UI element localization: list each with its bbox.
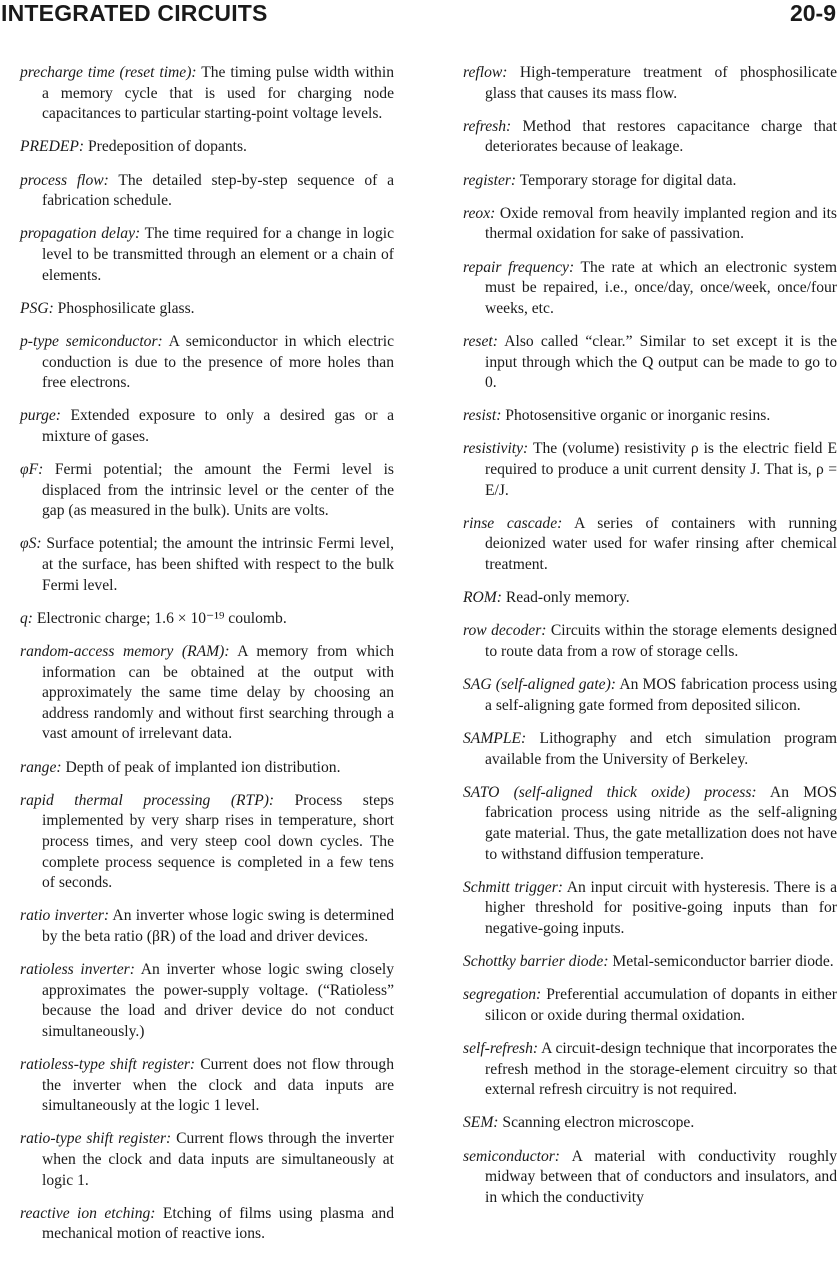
glossary-entry bbox=[463, 729, 837, 770]
glossary-entry bbox=[463, 63, 837, 104]
glossary-definition: A semiconductor in which electric conduction is due to the presence of more holes than free electrons. bbox=[42, 332, 394, 392]
glossary-entry bbox=[20, 63, 394, 125]
glossary-entry bbox=[20, 642, 394, 745]
glossary-term: purge: bbox=[20, 407, 61, 425]
glossary-definition: Also called “clear.” Similar to set except it is the input through which the Q output can be made to go to 0. bbox=[485, 332, 837, 392]
glossary-term: refresh: bbox=[463, 117, 512, 135]
glossary-term: Schottky barrier diode: bbox=[463, 953, 609, 971]
glossary-definition: A circuit-design technique that incorporates the refresh method in the storage-element circuitry so that external refresh circuitry is not required. bbox=[485, 1040, 837, 1099]
glossary-definition: Etching of films using plasma and mechanical motion of reactive ions. bbox=[42, 1204, 394, 1243]
glossary-entry bbox=[20, 406, 394, 447]
glossary-definition: Current does not flow through the inverter when the clock and data inputs are simultaneously at the logic 1 level. bbox=[42, 1056, 394, 1115]
glossary-term: ratio inverter: bbox=[20, 907, 110, 925]
glossary-definition: Process steps implemented by very sharp rises in temperature, short process times, and very steep cool down cycles. The complete process sequence is completed in a few tens of seconds. bbox=[42, 791, 394, 892]
glossary-term: SAMPLE: bbox=[463, 729, 527, 747]
glossary-term: PREDEP: bbox=[20, 138, 85, 156]
glossary-entry bbox=[463, 952, 837, 973]
glossary-definition: Read-only memory. bbox=[501, 589, 630, 607]
glossary-definition: Circuits within the storage elements designed to route data from a row of storage cells. bbox=[485, 622, 837, 660]
glossary-definition: The detailed step-by-step sequence of a fabrication schedule. bbox=[42, 171, 394, 210]
glossary-term: p-type semiconductor: bbox=[20, 332, 163, 350]
glossary-entry bbox=[20, 906, 394, 947]
glossary-definition: An inverter whose logic swing closely approximates the power-supply voltage. (“Ratioless” because the load and driver device do not conduct simultaneously.) bbox=[42, 961, 395, 1040]
glossary-term: reset: bbox=[463, 332, 498, 350]
glossary-entry bbox=[463, 514, 837, 576]
glossary-entry bbox=[20, 224, 394, 286]
glossary-entry bbox=[20, 758, 394, 779]
glossary-term: semiconductor: bbox=[463, 1147, 561, 1165]
glossary-entry bbox=[463, 258, 837, 320]
glossary-entry bbox=[463, 985, 837, 1026]
glossary-entry bbox=[463, 171, 837, 192]
glossary-term: self-refresh: bbox=[463, 1040, 539, 1058]
glossary-term: segregation: bbox=[463, 986, 542, 1004]
glossary-term: ROM: bbox=[463, 589, 502, 607]
glossary-definition: Extended exposure to only a desired gas or a mixture of gases. bbox=[42, 407, 394, 445]
glossary-term: ratio-type shift register: bbox=[20, 1130, 172, 1148]
glossary-term: reox: bbox=[463, 204, 496, 222]
glossary-term: reflow: bbox=[463, 64, 508, 81]
glossary-definition: An MOS fabrication process using a self-aligning gate formed from deposited silicon. bbox=[485, 676, 837, 714]
glossary-entry bbox=[20, 534, 394, 596]
glossary-definition: Electronic charge; 1.6 × 10⁻¹⁹ coulomb. bbox=[33, 609, 287, 627]
glossary-entry bbox=[20, 960, 394, 1042]
glossary-definition: High-temperature treatment of phosphosilicate glass that causes its mass flow. bbox=[485, 64, 837, 102]
glossary-definition: A material with conductivity roughly midway between that of conductors and insulators, and in which the conductivity bbox=[485, 1147, 837, 1206]
glossary-term: φF: bbox=[20, 461, 44, 479]
glossary-entry bbox=[463, 332, 837, 394]
glossary-term: φS: bbox=[20, 535, 42, 553]
glossary-term: random-access memory (RAM): bbox=[20, 643, 230, 660]
glossary-definition: An input circuit with hysteresis. There is a higher threshold for positive-going inputs than for negative-going inputs. bbox=[485, 878, 837, 937]
glossary-term: Schmitt trigger: bbox=[463, 878, 563, 896]
glossary-term: repair frequency: bbox=[463, 258, 575, 276]
glossary-entry bbox=[463, 406, 837, 427]
glossary-entry bbox=[20, 1055, 394, 1117]
glossary-term: register: bbox=[463, 171, 517, 189]
glossary-definition: Temporary storage for digital data. bbox=[516, 171, 737, 189]
glossary-entry bbox=[20, 137, 394, 158]
glossary-term: process flow: bbox=[20, 171, 109, 189]
glossary-definition: Preferential accumulation of dopants in either silicon or oxide during thermal oxidation. bbox=[485, 986, 837, 1024]
glossary-definition: An MOS fabrication process using nitride as the self-aligning gate material. Thus, the gate metallization does not have to withstand diffusion temperature. bbox=[485, 783, 837, 863]
glossary-entry bbox=[20, 791, 394, 894]
glossary-term: SEM: bbox=[463, 1114, 499, 1132]
glossary-entry bbox=[463, 1113, 837, 1134]
glossary-entry bbox=[463, 675, 837, 716]
glossary-definition: The timing pulse width within a memory cycle that is used for charging node capacitances to particular starting-point voltage levels. bbox=[42, 64, 394, 123]
glossary-term: SAG (self-aligned gate): bbox=[463, 676, 616, 694]
glossary-entry bbox=[20, 1204, 394, 1245]
glossary-definition: The rate at which an electronic system must be repaired, i.e., once/day, once/week, once/four weeks, etc. bbox=[485, 258, 837, 317]
glossary-definition: Predeposition of dopants. bbox=[84, 138, 247, 156]
glossary-entry bbox=[20, 1129, 394, 1191]
glossary-definition: Scanning electron microscope. bbox=[498, 1114, 695, 1132]
section-title: INTEGRATED CIRCUITS bbox=[1, 0, 268, 26]
glossary-definition: An inverter whose logic swing is determined by the beta ratio (βR) of the load and driver devices. bbox=[42, 907, 395, 945]
glossary-entry bbox=[463, 117, 837, 158]
glossary-term: PSG: bbox=[20, 299, 54, 317]
glossary-definition: Oxide removal from heavily implanted region and its thermal oxidation for sake of passivation. bbox=[485, 204, 837, 243]
glossary-term: SATO (self-aligned thick oxide) process: bbox=[463, 783, 757, 801]
glossary-term: ratioless inverter: bbox=[20, 961, 135, 979]
glossary-entry bbox=[463, 878, 837, 940]
glossary-entry bbox=[20, 460, 394, 522]
glossary-entry bbox=[463, 1039, 837, 1101]
glossary-entry bbox=[20, 332, 394, 394]
glossary-term: rinse cascade: bbox=[463, 514, 563, 532]
glossary-entry bbox=[463, 783, 837, 865]
glossary-entry bbox=[20, 609, 394, 630]
glossary-definition: Surface potential; the amount the intrinsic Fermi level, at the surface, has been shifted with respect to the bulk Fermi level. bbox=[41, 535, 394, 594]
glossary-entry bbox=[463, 204, 837, 245]
glossary-entry bbox=[20, 299, 394, 320]
glossary-definition: The time required for a change in logic level to be transmitted through an element or a chain of elements. bbox=[42, 225, 395, 284]
glossary-entry bbox=[463, 439, 837, 501]
glossary-term: rapid thermal processing (RTP): bbox=[20, 791, 275, 809]
glossary-definition: Lithography and etch simulation program available from the University of Berkeley. bbox=[485, 729, 837, 768]
glossary-term: ratioless-type shift register: bbox=[20, 1056, 196, 1074]
glossary-definition: A series of containers with running deionized water used for wafer rinsing after chemical treatment. bbox=[485, 514, 837, 574]
right-column bbox=[463, 63, 837, 1221]
glossary-entry bbox=[463, 1147, 837, 1209]
glossary-term: resist: bbox=[463, 407, 502, 425]
glossary-definition: The (volume) resistivity ρ is the electric field E required to produce a unit current density J. That is, ρ = E/J. bbox=[485, 440, 837, 499]
page-header bbox=[0, 0, 838, 30]
left-column bbox=[20, 63, 394, 1258]
glossary-definition: Fermi potential; the amount the Fermi level is displaced from the intrinsic level or the center of the gap (as measured in the bulk). Units are volts. bbox=[42, 461, 394, 520]
glossary-definition: Phosphosilicate glass. bbox=[53, 299, 195, 317]
glossary-term: resistivity: bbox=[463, 440, 529, 458]
glossary-term: reactive ion etching: bbox=[20, 1204, 156, 1222]
glossary-definition: A memory from which information can be obtained at the output with approximately the same time delay by choosing an address randomly and without first searching through a vast amount of irrelevant data. bbox=[42, 643, 394, 743]
glossary-definition: Current flows through the inverter when the clock and data inputs are simultaneously at logic 1. bbox=[42, 1130, 394, 1189]
glossary-definition: Photosensitive organic or inorganic resins. bbox=[501, 407, 771, 425]
glossary-definition: Method that restores capacitance charge that deteriorates because of leakage. bbox=[485, 117, 837, 156]
glossary-term: range: bbox=[20, 758, 62, 776]
glossary-entry bbox=[463, 621, 837, 662]
glossary-term: q: bbox=[20, 609, 33, 627]
glossary-term: propagation delay: bbox=[20, 225, 141, 243]
glossary-term: row decoder: bbox=[463, 622, 547, 640]
glossary-definition: Metal-semiconductor barrier diode. bbox=[608, 953, 834, 971]
glossary-definition: Depth of peak of implanted ion distribution. bbox=[61, 758, 341, 776]
page-number: 20-9 bbox=[789, 0, 836, 26]
glossary-entry bbox=[463, 588, 837, 609]
glossary-entry bbox=[20, 171, 394, 212]
glossary-term: precharge time (reset time): bbox=[20, 64, 197, 81]
